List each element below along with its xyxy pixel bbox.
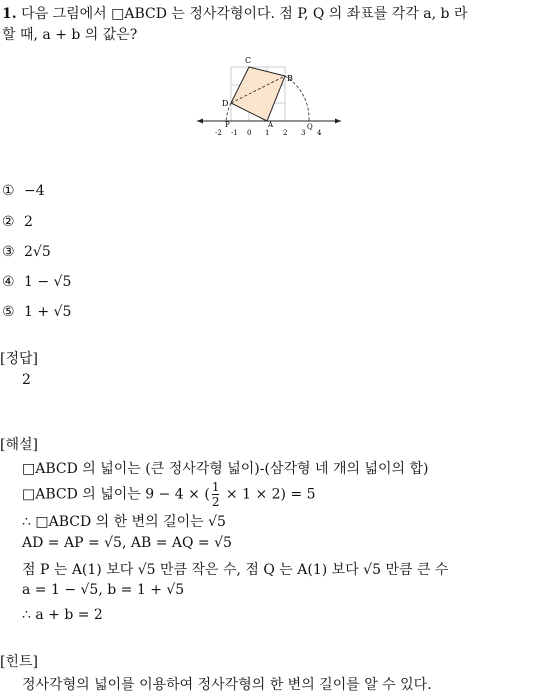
choice-3[interactable] (2, 244, 51, 260)
choice-3-mark: ③ (2, 244, 15, 260)
tick-label-3: 3 (301, 129, 306, 137)
solution-line-1: □ABCD 의 넓이는 (큰 정사각형 넓이)-(삼각형 네 개의 넓이의 합) (22, 461, 429, 477)
choice-5-text: 1 + √5 (24, 304, 72, 320)
question-line-2: 할 때, a + b 의 값은? (2, 27, 138, 43)
tick-label-4: 4 (317, 129, 322, 137)
solution-line-4: AD = AP = √5, AB = AQ = √5 (22, 535, 232, 551)
hint-text: 정사각형의 넓이를 이용하여 정사각형의 한 변의 길이를 알 수 있다. (22, 677, 432, 693)
choice-3-text: 2√5 (24, 244, 51, 260)
choice-5-mark: ⑤ (2, 304, 15, 320)
solution-line-2 (22, 480, 316, 509)
tick-label-2: 2 (283, 129, 288, 137)
solution-heading: [해설] (0, 437, 38, 453)
choice-4[interactable] (2, 274, 71, 290)
answer-heading: [정답] (0, 351, 38, 367)
label-c: C (245, 56, 252, 65)
choice-2-text: 2 (24, 214, 33, 230)
fraction-half (212, 480, 220, 509)
question-number: 1. (2, 6, 17, 22)
number-line-arrow (335, 119, 341, 124)
question-line-1 (2, 3, 467, 23)
tick-label-neg1: -1 (231, 129, 238, 137)
fraction-denominator: 2 (211, 495, 220, 509)
solution-line-7: ∴ a + b = 2 (22, 607, 103, 623)
solution-line-2-pre: □ABCD 의 넓이는 9 − 4 × ( (22, 486, 210, 503)
solution-line-6: a = 1 − √5, b = 1 + √5 (22, 582, 185, 598)
square-abcd (231, 67, 285, 121)
choice-5[interactable] (2, 304, 71, 320)
solution-line-3: ∴ □ABCD 의 한 변의 길이는 √5 (22, 514, 226, 530)
choice-2[interactable] (2, 214, 33, 230)
solution-line-5: 점 P 는 A(1) 보다 √5 만큼 작은 수, 점 Q 는 A(1) 보다 √5 만큼 큰 수 (22, 562, 449, 578)
label-q: Q (307, 123, 313, 131)
hint-heading: [힌트] (0, 654, 38, 670)
fraction-numerator: 1 (211, 480, 220, 494)
tick-label-1: 1 (265, 129, 270, 137)
solution-line-2-post: × 1 × 2) = 5 (221, 486, 316, 503)
tick-label-0: 0 (247, 129, 252, 137)
label-b: B (287, 74, 293, 83)
answer-value: 2 (22, 372, 31, 388)
choice-1-text: −4 (24, 183, 45, 199)
label-d: D (222, 99, 229, 108)
label-p: P (225, 121, 230, 129)
choice-1[interactable] (2, 183, 45, 199)
choice-1-mark: ① (2, 183, 15, 199)
label-a: A (268, 121, 274, 129)
number-line-arrow-left (197, 119, 203, 124)
choice-4-text: 1 − √5 (24, 274, 72, 290)
choice-4-mark: ④ (2, 274, 15, 290)
figure-square-diagram (195, 55, 345, 140)
tick-label-neg2: -2 (215, 129, 222, 137)
question-text-1: 다음 그림에서 □ABCD 는 정사각형이다. 점 P, Q 의 좌표를 각각 a, b 라 (21, 6, 468, 22)
choice-2-mark: ② (2, 214, 15, 230)
